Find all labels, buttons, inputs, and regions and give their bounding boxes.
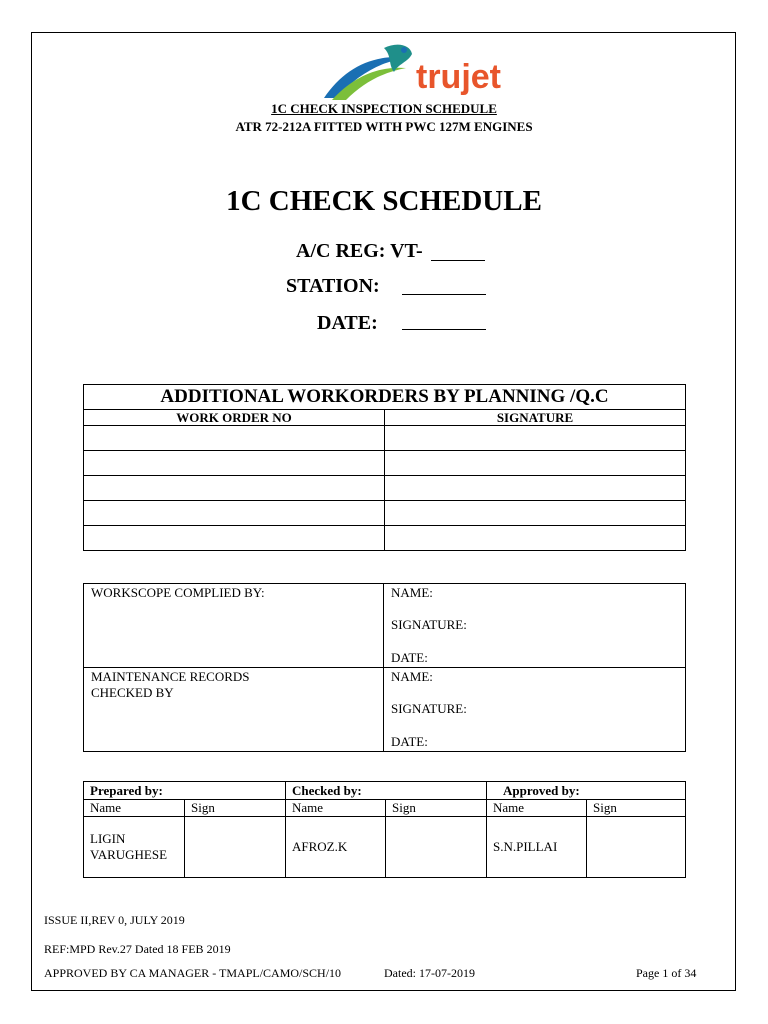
- trujet-logo: [314, 38, 504, 104]
- table-row: [84, 501, 686, 526]
- footer-page-number: Page 1 of 34: [636, 966, 697, 980]
- sign-col-header: Sign: [386, 800, 487, 817]
- approved-name: S.N.PILLAI: [487, 817, 587, 878]
- page-title: 1C CHECK SCHEDULE: [226, 185, 542, 217]
- workscope-cell: [84, 584, 384, 668]
- records-label-2: CHECKED BY: [91, 685, 174, 700]
- approvals-table: [83, 781, 686, 878]
- prepared-sign: [185, 817, 286, 878]
- workscope-sign-cell: [384, 584, 686, 668]
- prepared-name: [84, 817, 185, 878]
- workorder-col-header: WORK ORDER NO: [84, 410, 385, 426]
- reg-label: A/C REG: VT-: [296, 240, 423, 262]
- table-row: [84, 426, 686, 451]
- header-line1: 1C CHECK INSPECTION SCHEDULE: [271, 101, 497, 116]
- records-label-1: MAINTENANCE RECORDS: [91, 669, 250, 684]
- date-field-label: DATE:: [391, 650, 428, 665]
- reg-blank: [431, 260, 485, 261]
- sign-col-header: Sign: [185, 800, 286, 817]
- signature-label: SIGNATURE:: [391, 701, 467, 716]
- workscope-label: WORKSCOPE COMPLIED BY:: [91, 585, 265, 600]
- footer-dated: Dated: 17-07-2019: [384, 966, 475, 980]
- signature-col-header: SIGNATURE: [385, 410, 686, 426]
- date-label: DATE:: [317, 312, 378, 334]
- compliance-table: [83, 583, 686, 752]
- records-cell: [84, 668, 384, 752]
- date-field-label: DATE:: [391, 734, 428, 749]
- table-row: [84, 526, 686, 551]
- footer-issue: ISSUE II,REV 0, JULY 2019: [44, 913, 185, 927]
- name-label: NAME:: [391, 669, 433, 684]
- workorders-table: [83, 384, 686, 551]
- sign-col-header: Sign: [587, 800, 686, 817]
- approved-sign: [587, 817, 686, 878]
- approved-by-header: Approved by:: [487, 782, 686, 800]
- prepared-name-line2: VARUGHESE: [90, 847, 168, 862]
- table-row: [84, 476, 686, 501]
- date-blank: [402, 329, 486, 330]
- prepared-name-line1: LIGIN: [90, 831, 126, 846]
- station-label: STATION:: [286, 275, 380, 297]
- header-line2: ATR 72-212A FITTED WITH PWC 127M ENGINES: [235, 119, 533, 134]
- records-sign-cell: [384, 668, 686, 752]
- name-col-header: Name: [84, 800, 185, 817]
- checked-by-header: Checked by:: [286, 782, 487, 800]
- footer-approved: APPROVED BY CA MANAGER - TMAPL/CAMO/SCH/10: [44, 966, 342, 980]
- name-col-header: Name: [487, 800, 587, 817]
- name-col-header: Name: [286, 800, 386, 817]
- checked-name: AFROZ.K: [286, 817, 386, 878]
- table-row: [84, 451, 686, 476]
- workorders-title: ADDITIONAL WORKORDERS BY PLANNING /Q.C: [84, 385, 686, 410]
- signature-label: SIGNATURE:: [391, 617, 467, 632]
- checked-sign: [386, 817, 487, 878]
- logo-wordmark: trujet: [416, 58, 501, 96]
- footer-ref: REF:MPD Rev.27 Dated 18 FEB 2019: [44, 942, 231, 956]
- prepared-by-header: Prepared by:: [84, 782, 286, 800]
- station-blank: [402, 294, 486, 295]
- name-label: NAME:: [391, 585, 433, 600]
